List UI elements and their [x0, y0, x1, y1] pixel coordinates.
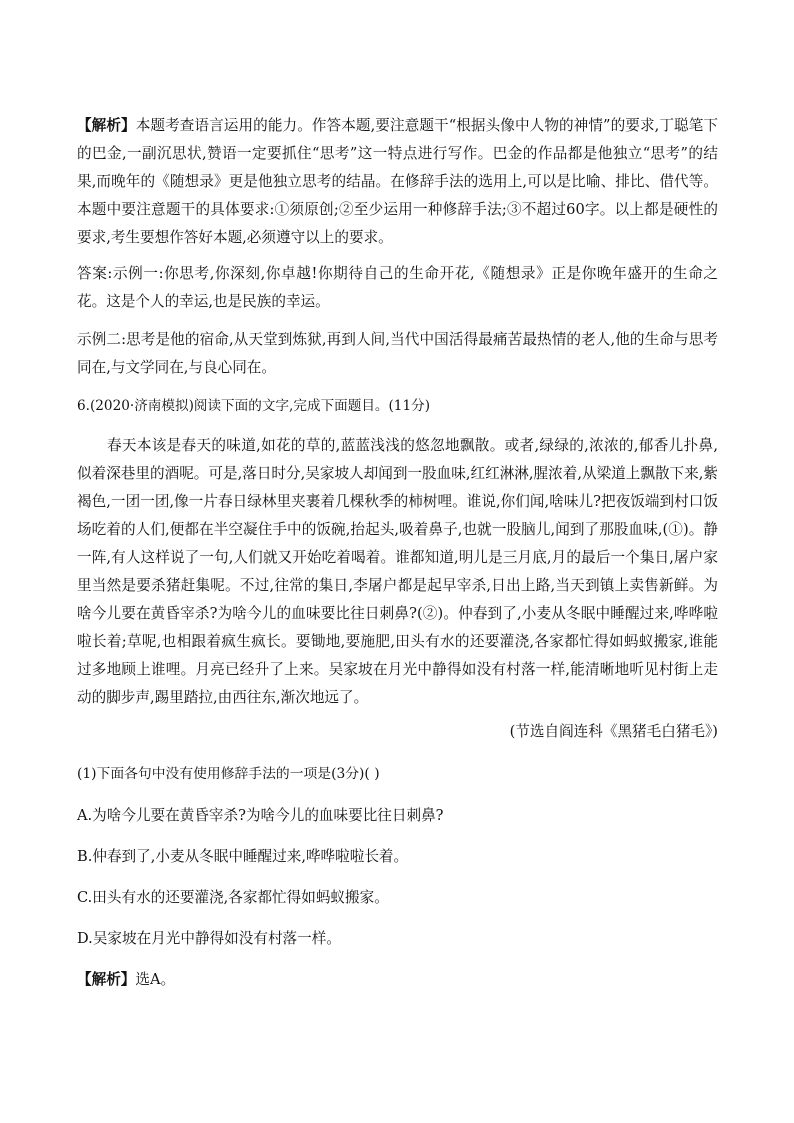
analysis-tag: 【解析】 — [77, 117, 136, 134]
answer-example-1: 答案:示例一:你思考,你深刻,你卓越!你期待自己的生命开花,《随想录》正是你晚年盛开的生命之花。这是个人的幸运,也是民族的幸运。 — [77, 265, 718, 310]
option-c: C.田头有水的还要灌浇,各家都忙得如蚂蚁搬家。 — [77, 889, 389, 906]
option-b: B.仲春到了,小麦从冬眠中睡醒过来,哗哗啦啦长着。 — [77, 848, 409, 865]
analysis-tag-2: 【解析】 — [77, 971, 136, 988]
analysis-paragraph-2 — [77, 966, 718, 994]
answer-example-2: 示例二:思考是他的宿命,从天堂到炼狱,再到人间,当代中国活得最痛苦最热情的老人,他的生命与思考同在,与文学同在,与良心同在。 — [77, 331, 718, 376]
passage-source: (节选自阎连科《黑猪毛白猪毛》) — [509, 723, 718, 740]
option-d: D.吴家坡在月光中静得如没有村落一样。 — [77, 930, 341, 947]
sub-question-1: (1)下面各句中没有使用修辞手法的一项是(3分)( ) — [77, 766, 380, 782]
reading-passage: 春天本该是春天的味道,如花的草的,蓝蓝浅浅的悠忽地飘散。或者,绿绿的,浓浓的,郁香儿扑鼻,似着深巷里的酒呢。可是,落日时分,吴家坡人却闻到一股血味,红红淋淋,腥浓着,从梁道上飘散下来,紫褐色,一团一团,像一片春日绿林里夹裹着几棵秋季的柿树哩。谁说,你们闻,啥味儿?把夜饭端到村口饭场吃着的人们,便都在半空凝住手中的饭碗,抬起头,吸着鼻子,也就一股脑儿,闻到了那股血味,(①)。静一阵,有人这样说了一句,人们就又开始吃着喝着。谁都知道,明儿是三月底,月的最后一个集日,屠户家里当然是要杀猪赶集呢。不过,往常的集日,李屠户都是起早宰杀,日出上路,当天到镇上卖售新鲜。为啥今儿要在黄昏宰杀?为啥今儿的血味要比往日刺鼻?(②)。仲春到了,小麦从冬眠中睡醒过来,哗哗啦啦长着;草呢,也相跟着疯生疯长。要锄地,要施肥,田头有水的还要灌浇,各家都忙得如蚂蚁搬家,谁能过多地顾上谁哩。月亮已经升了上来。吴家坡在月光中静得如没有村落一样,能清晰地听见村街上走动的脚步声,踢里踏拉,由西往东,渐次地远了。 — [77, 437, 718, 706]
analysis-paragraph-1 — [77, 112, 718, 252]
analysis-text-2: 选A。 — [135, 971, 176, 988]
analysis-text: 本题考查语言运用的能力。作答本题,要注意题干“根据头像中人物的神情”的要求,丁聪笔下的巴金,一副沉思状,赞语一定要抓住“思考”这一特点进行写作。巴金的作品都是他独立“思考”的结果,而晚年的《随想录》更是他独立思考的结晶。在修辞手法的选用上,可以是比喻、排比、借代等。本题中要注意题干的具体要求:①须原创;②至少运用一种修辞手法;③不超过60字。以上都是硬性的要求,考生要想作答好本题,必须遵守以上的要求。 — [77, 117, 718, 246]
option-a: A.为啥今儿要在黄昏宰杀?为啥今儿的血味要比往日刺鼻? — [77, 807, 444, 824]
question-6-header: 6.(2020·济南模拟)阅读下面的文字,完成下面题目。(11分) — [77, 398, 430, 414]
